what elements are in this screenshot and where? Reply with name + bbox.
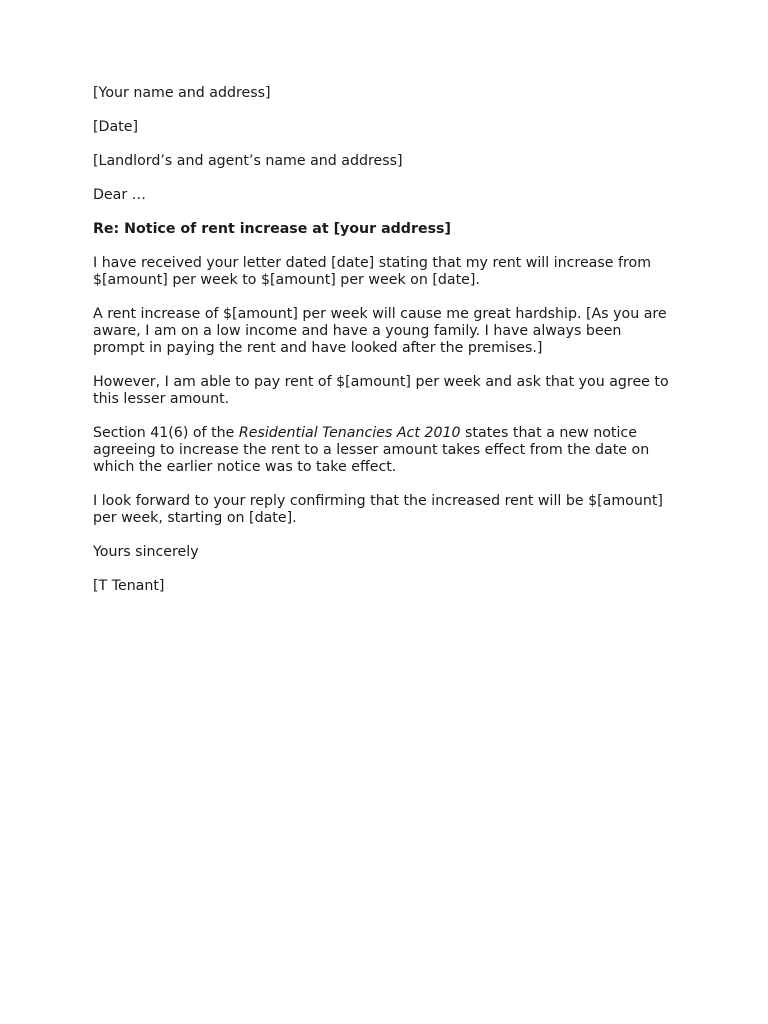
legal-section-rest: states that a new notice agreeing to increase the rent to a lesser amount takes effect from the date on which the earlier notice was to take effect. (93, 425, 650, 475)
letter-body (93, 85, 673, 612)
subject-line: Re: Notice of rent increase at [your address] (93, 221, 451, 237)
paragraph-lesser-amount: However, I am able to pay rent of $[amount] per week and ask that you agree to this lesser amount. (93, 374, 669, 407)
paragraph-received-notice: I have received your letter dated [date] stating that my rent will increase from $[amount] per week to $[amount] per week on [date]. (93, 255, 652, 288)
salutation: Dear … (93, 187, 146, 203)
paragraph-legal-section (93, 425, 673, 476)
paragraph-reply-request: I look forward to your reply confirming that the increased rent will be $[amount] per week, starting on [date]. (93, 493, 663, 526)
recipient-address: [Landlord’s and agent’s name and address] (93, 153, 403, 169)
closing: Yours sincerely (93, 544, 199, 560)
letter-date: [Date] (93, 119, 138, 135)
act-name: Residential Tenancies Act 2010 (238, 425, 461, 441)
signature: [T Tenant] (93, 578, 165, 594)
paragraph-hardship: A rent increase of $[amount] per week will cause me great hardship. [As you are aware, I am on a low income and have a young family. I have always been prompt in paying the rent and have looked after the premises.] (93, 306, 667, 356)
legal-section-intro: Section 41(6) of the (93, 425, 239, 441)
sender-address: [Your name and address] (93, 85, 271, 101)
